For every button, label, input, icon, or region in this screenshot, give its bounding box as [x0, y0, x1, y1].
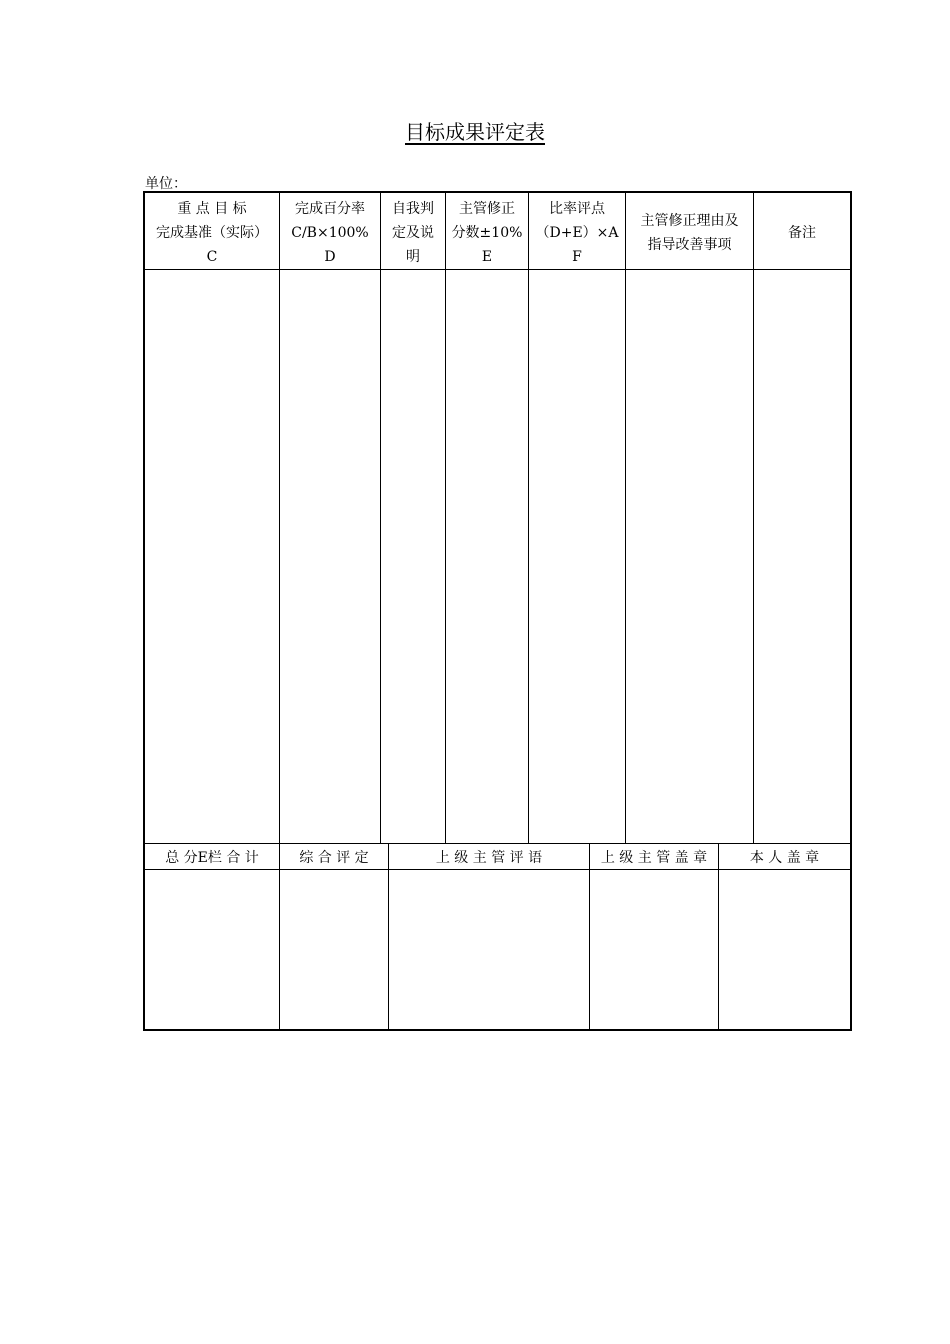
header-key-target: 重 点 目 标 完成基准（实际） C: [156, 201, 268, 265]
header-supervisor-adjustment: 主管修正 分数±10% E: [451, 201, 523, 265]
overall-evaluation-label: 综 合 评 定: [299, 850, 369, 866]
header-self-assessment: 自我判 定及说 明: [392, 201, 434, 265]
self-seal-label: 本 人 盖 章: [749, 850, 820, 866]
upper-divider-5: [625, 193, 626, 843]
header-bottom-line: [145, 269, 850, 270]
header-completion-percent: 完成百分率 C/B×100% D: [291, 201, 369, 265]
lower-divider-4: [718, 843, 719, 1029]
evaluation-form-table: [143, 191, 852, 1031]
document-title: [0, 116, 950, 145]
header-ratio-score: 比率评点 （D+E）×A F: [535, 201, 619, 265]
header-remarks: 备注: [788, 225, 816, 241]
lower-divider-2: [388, 843, 389, 1029]
superior-seal-label: 上 级 主 管 盖 章: [600, 850, 708, 866]
header-adjustment-reason: 主管修正理由及 指导改善事项: [640, 213, 739, 253]
title-text: 目标成果评定表: [405, 120, 545, 144]
superior-comment-label: 上 级 主 管 评 语: [435, 850, 543, 866]
total-score-label: 总 分E栏 合 计: [165, 850, 259, 866]
lower-divider-3: [589, 843, 590, 1029]
lower-divider-1: [279, 843, 280, 1029]
upper-divider-1: [279, 193, 280, 843]
unit-label: 单位：: [145, 176, 187, 192]
upper-divider-6: [753, 193, 754, 843]
upper-divider-3: [445, 193, 446, 843]
upper-divider-4: [528, 193, 529, 843]
upper-divider-2: [380, 193, 381, 843]
